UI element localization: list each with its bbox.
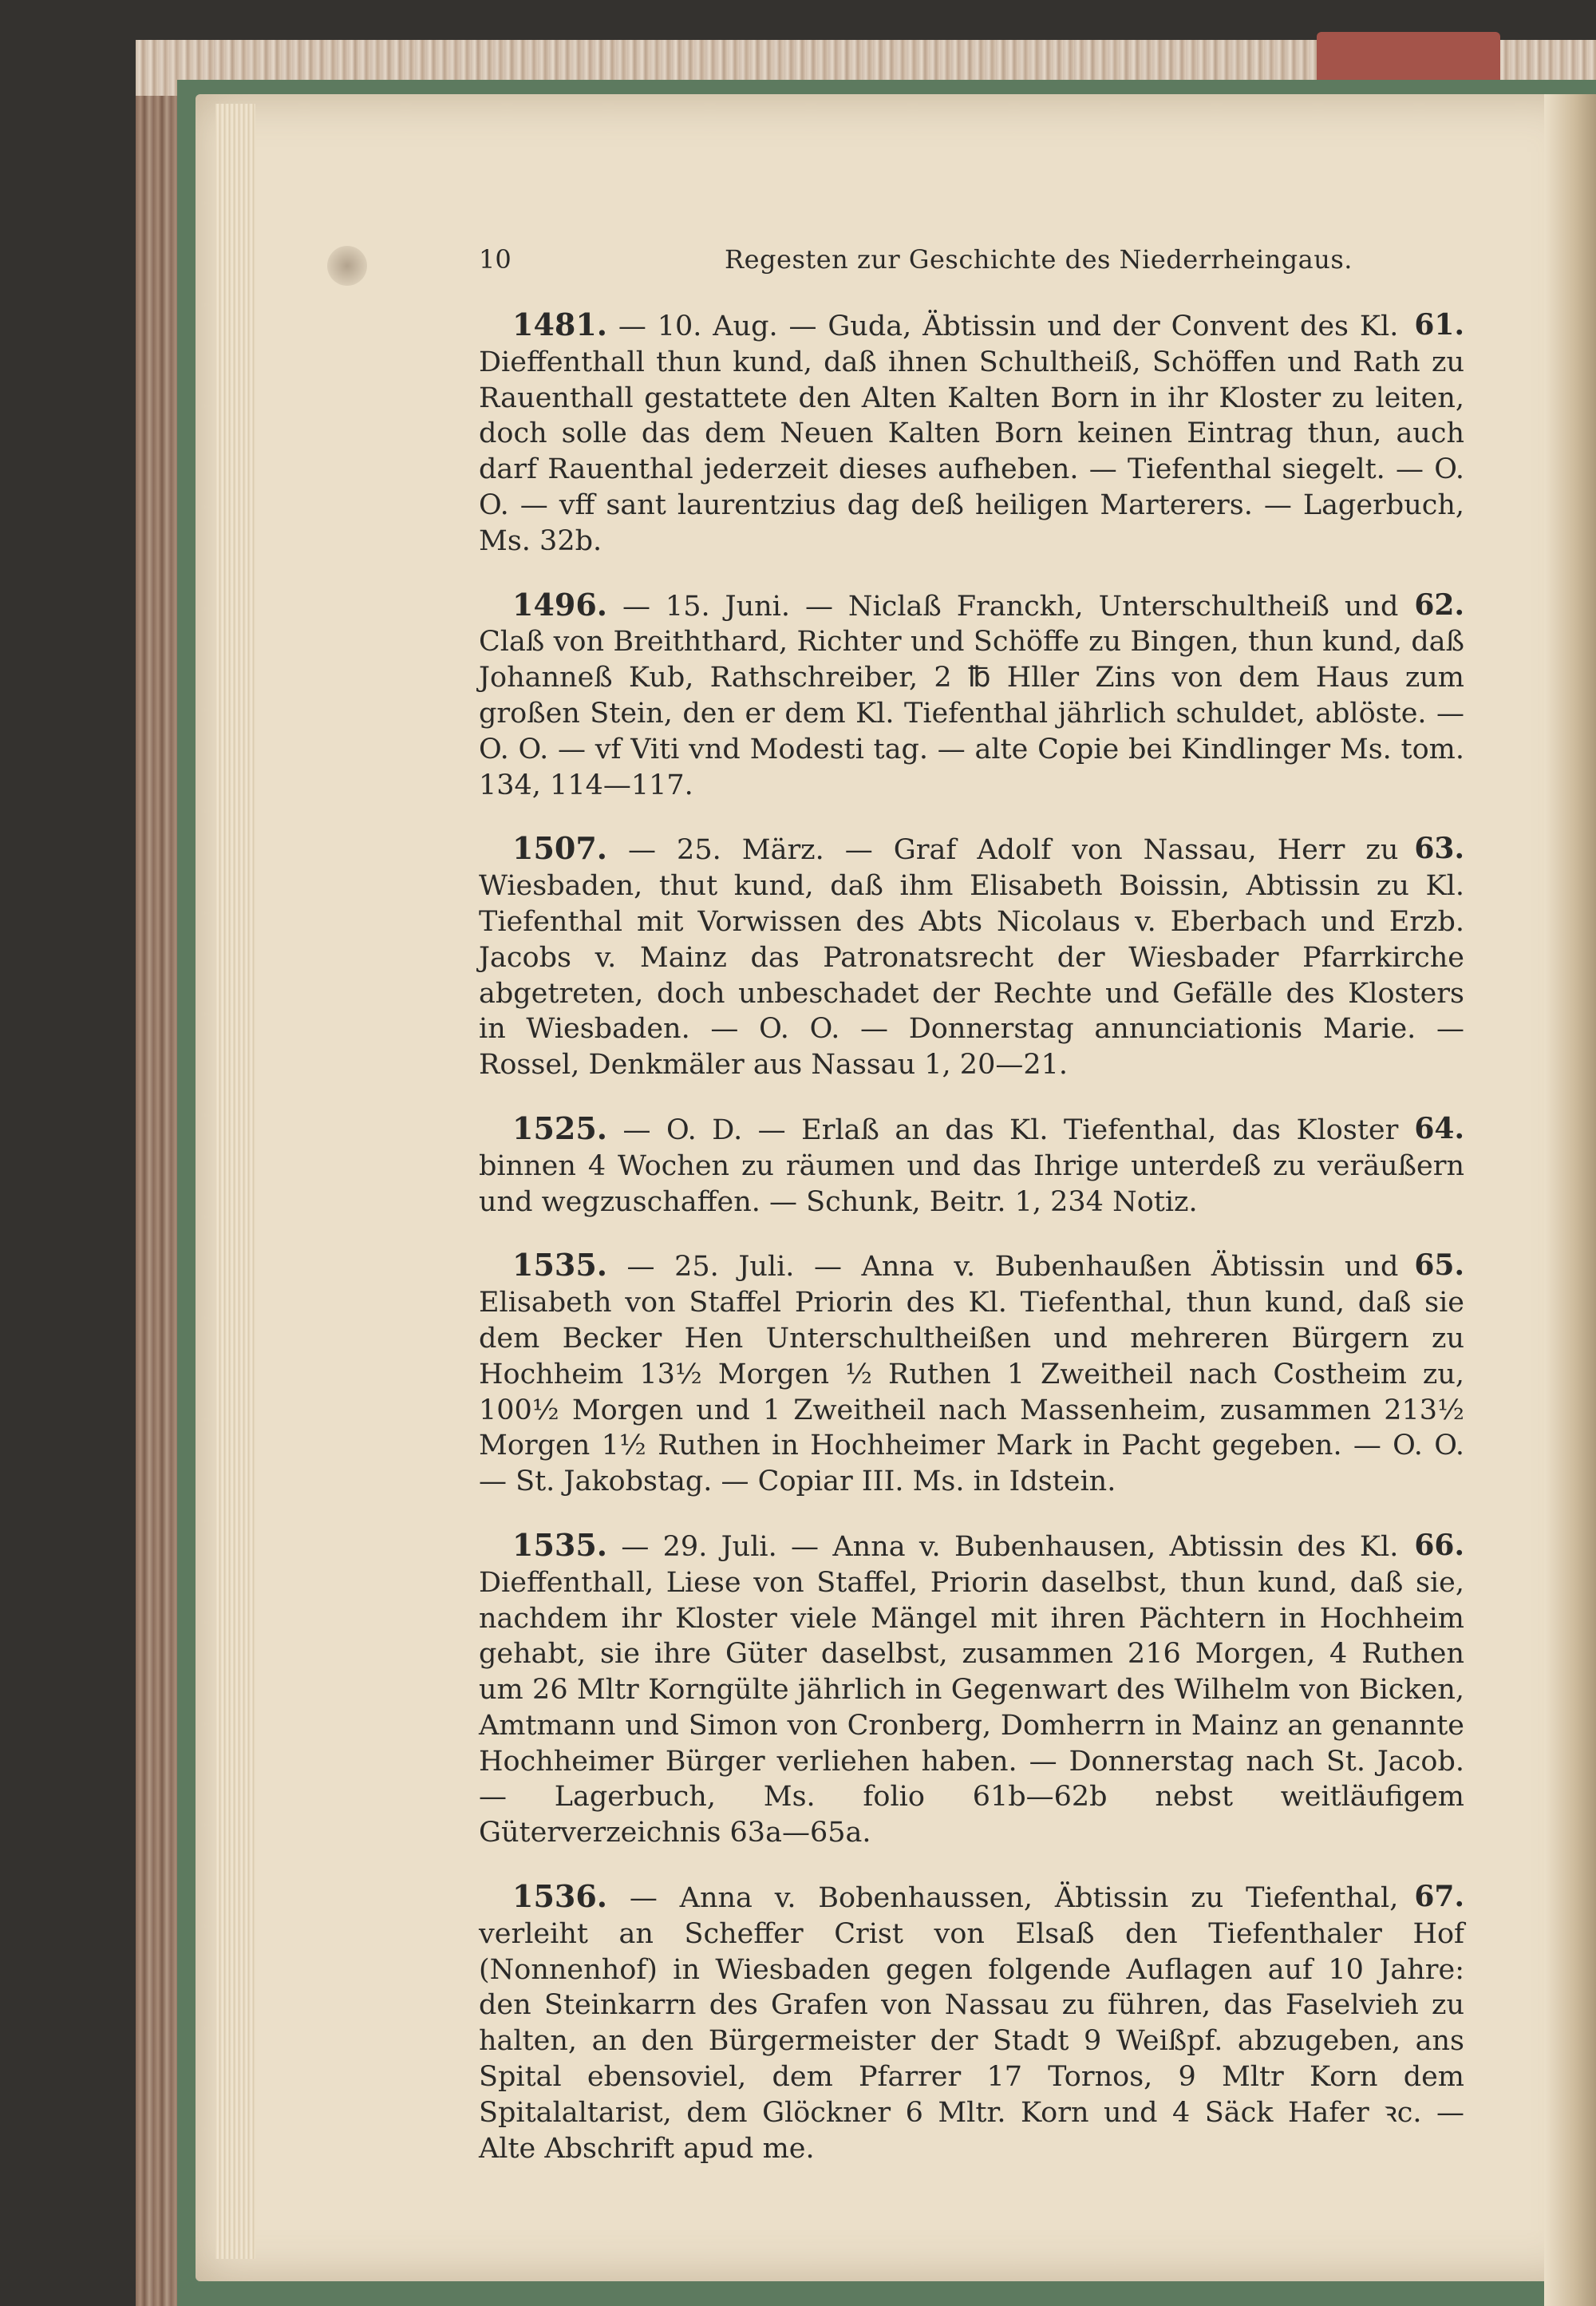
regest-entry-66 <box>479 1528 1464 1851</box>
entry-year: 1535. <box>512 1526 607 1563</box>
entry-number: 67. <box>1414 1880 1464 1914</box>
entry-year: 1496. <box>512 586 607 623</box>
running-title: Regesten zur Geschichte des Niederrheingaus. <box>725 244 1353 275</box>
entry-year: 1507. <box>512 830 607 867</box>
entry-number: 63. <box>1414 832 1464 866</box>
page-content <box>479 239 1464 2176</box>
page-edges <box>215 104 255 2259</box>
entry-text: — Anna v. Bobenhaussen, Äbtissin zu Tiefenthal, verleiht an Scheffer Crist von Elsaß den Tiefenthaler Hof (Nonnenhof) in Wiesbaden gegen folgende Auflagen auf 10 Jahre: den Steinkarrn des Grafen von Nassau zu führen, das Faselvieh zu halten, an den Bürgermeister der Stadt 9 Weißpf. abzugeben, ans Spital ebensoviel, dem Pfarrer 17 Tornos, 9 Mltr Korn dem Spitalaltarist, dem Glöckner 6 Mltr. Korn und 4 Säck Hafer ꝛc. — Alte Abschrift apud me. <box>479 1882 1464 2165</box>
regest-entry-63 <box>479 831 1464 1083</box>
entry-year: 1535. <box>512 1247 607 1284</box>
entry-text: — O. D. — Erlaß an das Kl. Tiefenthal, das Kloster binnen 4 Wochen zu räumen und das Ihrige unterdeß zu veräußern und wegzuschaffen. — Schunk, Beitr. 1, 234 Notiz. <box>479 1113 1464 1218</box>
entry-number: 66. <box>1414 1528 1464 1562</box>
entry-text: — 29. Juli. — Anna v. Bubenhausen, Abtissin des Kl. Dieffenthall, Liese von Staffel, Priorin daselbst, thun kund, daß sie, nachdem ihr Kloster viele Mängel mit ihren Pächtern in Hochheim gehabt, sie ihre Güter daselbst, zusammen 216 Morgen, 4 Ruthen um 26 Mltr Korngülte jährlich in Gegenwart des Wilhelm von Bicken, Amtmann und Simon von Cronberg, Domherrn in Mainz an genannte Hochheimer Bürger verliehen haben. — Donnerstag nach St. Jacob. — Lagerbuch, Ms. folio 61b—62b nebst weitläufigem Güterverzeichnis 63a—65a. <box>479 1530 1464 1849</box>
entry-number: 65. <box>1414 1248 1464 1283</box>
regest-entry-67 <box>479 1879 1464 2166</box>
entry-text: — 10. Aug. — Guda, Äbtissin und der Convent des Kl. Dieffenthall thun kund, daß ihnen Schultheiß, Schöffen und Rath zu Rauenthall gestattete den Alten Kalten Born in ihr Kloster zu leiten, doch solle das dem Neuen Kalten Born keinen Eintrag thun, auch darf Rauenthal jederzeit dieses aufheben. — Tiefenthal siegelt. — O. O. — vff sant laurentzius dag deß heiligen Marterers. — Lagerbuch, Ms. 32b. <box>479 310 1464 557</box>
page-stain <box>327 246 367 286</box>
regest-entry-65 <box>479 1248 1464 1500</box>
entry-text: — 25. Juli. — Anna v. Bubenhaußen Äbtissin und Elisabeth von Staffel Priorin des Kl. Tiefenthal, thun kund, daß sie dem Becker Hen Unterschultheißen und mehreren Bürgern zu Hochheim 13½ Morgen ½ Ruthen 1 Zweitheil nach Costheim zu, 100½ Morgen und 1 Zweitheil nach Massenheim, zusammen 213½ Morgen 1½ Ruthen in Hochheimer Mark in Pacht gegeben. — O. O. — St. Jakobstag. — Copiar III. Ms. in Idstein. <box>479 1251 1464 1498</box>
entry-text: — 15. Juni. — Niclaß Franckh, Unterschultheiß und Claß von Breiththard, Richter und Schöffe zu Bingen, thun kund, daß Johanneß Kub, Rathschreiber, 2 ℔ Hller Zins von dem Haus zum großen Stein, den er dem Kl. Tiefenthal jährlich schuldet, ablöste. — O. O. — vf Viti vnd Modesti tag. — alte Copie bei Kindlinger Ms. tom. 134, 114—117. <box>479 590 1464 801</box>
regest-entry-61 <box>479 307 1464 560</box>
entry-number: 62. <box>1414 587 1464 622</box>
regest-entry-64 <box>479 1111 1464 1220</box>
entry-number: 61. <box>1414 308 1464 342</box>
entry-number: 64. <box>1414 1111 1464 1145</box>
entry-year: 1481. <box>512 307 607 342</box>
running-header <box>479 239 1464 279</box>
page-number: 10 <box>479 244 512 275</box>
page-right-edge <box>1544 94 1596 2306</box>
entry-text: — 25. März. — Graf Adolf von Nassau, Herr zu Wiesbaden, thut kund, daß ihm Elisabeth Boissin, Abtissin zu Kl. Tiefenthal mit Vorwissen des Abts Nicolaus v. Eberbach und Erzb. Jacobs v. Mainz das Patronatsrecht der Wiesbader Pfarrkirche abgetreten, doch unbeschadet der Rechte und Gefälle des Klosters in Wiesbaden. — O. O. — Donnerstag annunciationis Marie. — Rossel, Denkmäler aus Nassau 1, 20—21. <box>479 834 1464 1082</box>
entry-year: 1536. <box>512 1878 607 1915</box>
entry-year: 1525. <box>512 1109 607 1146</box>
regest-entry-62 <box>479 587 1464 804</box>
